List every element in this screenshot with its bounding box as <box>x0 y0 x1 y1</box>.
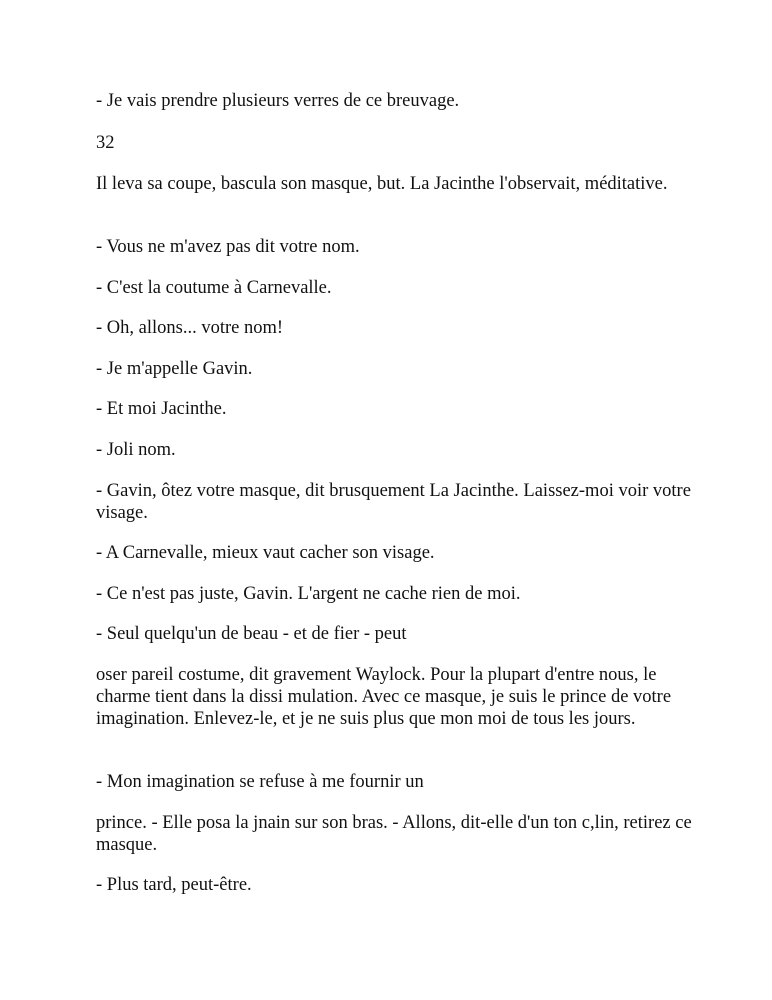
paragraph-9: - Gavin, ôtez votre masque, dit brusquement La Jacinthe. Laissez-moi voir votre visage. <box>96 481 691 523</box>
paragraph-7: - Et moi Jacinthe. <box>96 399 227 419</box>
paragraph-6: - Je m'appelle Gavin. <box>96 359 253 379</box>
paragraph-15: prince. - Elle posa la jnain sur son bras. - Allons, dit-elle d'un ton c,lin, retirez ce masque. <box>96 813 692 855</box>
paragraph-13: oser pareil costume, dit gravement Waylock. Pour la plupart d'entre nous, le charme tient dans la dissi mulation. Avec ce masque, je suis le prince de votre imagination. Enlevez-le, et je ne suis plus que mon moi de tous les jours. <box>96 665 672 729</box>
paragraph-11: - Ce n'est pas juste, Gavin. L'argent ne cache rien de moi. <box>96 584 521 604</box>
paragraph-4: - C'est la coutume à Carnevalle. <box>96 278 332 298</box>
paragraph-2: Il leva sa coupe, bascula son masque, but. La Jacinthe l'observait, méditative. <box>96 174 668 194</box>
paragraph-14: - Mon imagination se refuse à me fournir un <box>96 772 424 792</box>
page-number: 32 <box>96 133 115 153</box>
paragraph-8: - Joli nom. <box>96 440 176 460</box>
paragraph-10: - A Carnevalle, mieux vaut cacher son visage. <box>96 543 435 563</box>
paragraph-1: - Je vais prendre plusieurs verres de ce breuvage. <box>96 91 460 111</box>
paragraph-16: - Plus tard, peut-être. <box>96 875 252 895</box>
paragraph-12: - Seul quelqu'un de beau - et de fier - peut <box>96 624 407 644</box>
paragraph-3: - Vous ne m'avez pas dit votre nom. <box>96 237 360 257</box>
paragraph-5: - Oh, allons... votre nom! <box>96 318 284 338</box>
